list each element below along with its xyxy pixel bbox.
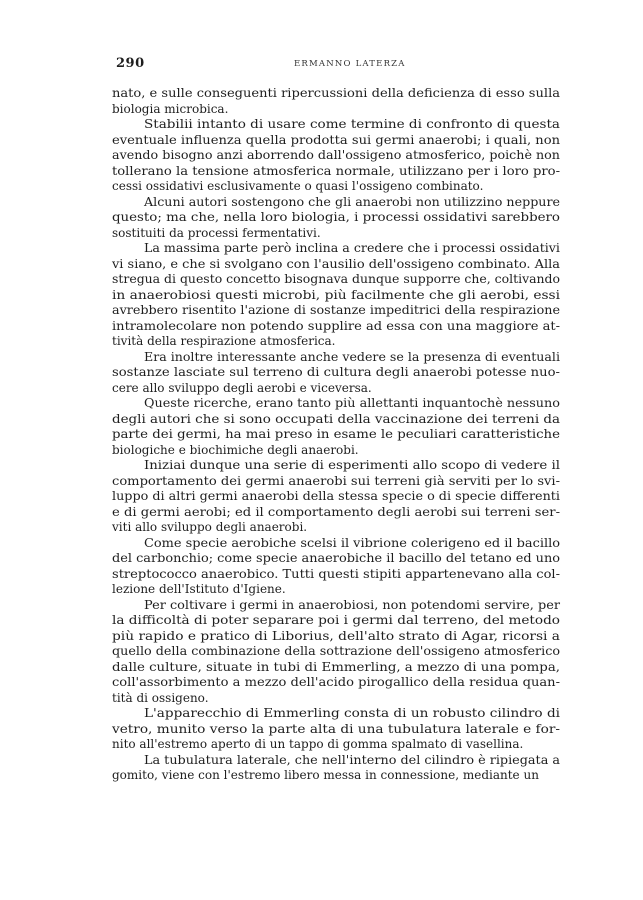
text-line	[112, 737, 560, 753]
text-line	[112, 210, 560, 226]
text-line	[112, 660, 560, 676]
line-text: dalle culture, situate in tubi di Emmerling, a mezzo di una pompa,	[112, 659, 560, 674]
text-line	[112, 443, 560, 459]
text-line	[112, 551, 560, 567]
text-line	[112, 613, 560, 629]
line-text: avendo bisogno anzi aborrendo dall'ossigeno atmosferico, poichè non	[112, 148, 560, 162]
text-line	[112, 272, 560, 288]
text-line	[112, 474, 560, 490]
text-line	[112, 303, 560, 319]
text-line	[112, 133, 560, 149]
line-text: nato, e sulle conseguenti ripercussioni della deficienza di esso sulla	[112, 86, 561, 100]
line-text: viti allo sviluppo degli anaerobi.	[112, 520, 308, 534]
line-text: Alcuni autori sostengono che gli anaerobi non utilizzino neppure	[144, 194, 561, 209]
text-line	[112, 675, 560, 691]
line-text: biologia microbica.	[112, 101, 229, 116]
line-text: streptococco anaerobico. Tutti questi stipiti appartenevano alla col-	[112, 566, 561, 581]
line-text: degli autori che si sono occupati della vaccinazione dei terreni da	[112, 411, 561, 426]
text-line	[112, 505, 560, 521]
text-line	[112, 164, 560, 180]
line-text: Iniziai dunque una serie di esperimenti allo scopo di vedere il	[144, 458, 560, 472]
line-text: questo; ma che, nella loro biologia, i processi ossidativi sarebbero	[112, 210, 560, 224]
text-line	[112, 489, 560, 505]
line-text: comportamento dei germi anaerobi sui terreni già serviti per lo svi-	[112, 473, 561, 488]
paragraph-first-line	[112, 753, 560, 769]
text-line	[112, 412, 560, 428]
text-line	[112, 629, 560, 645]
text-line	[112, 148, 560, 164]
line-text: del carbonchio; come specie anaerobiche il bacillo del tetano ed uno	[112, 551, 561, 565]
text-line	[112, 257, 560, 273]
text-line	[112, 644, 560, 660]
line-text: cere allo sviluppo degli aerobi e viceversa.	[112, 380, 372, 395]
line-text: in anaerobiosi questi microbi, più facilmente che gli aerobi, essi	[112, 287, 561, 302]
text-line	[112, 102, 560, 118]
paragraph-first-line	[112, 458, 560, 474]
text-line	[112, 520, 560, 536]
line-text: cessi ossidativi esclusivamente o quasi l'ossigeno combinato.	[112, 179, 484, 193]
line-text: più rapido e pratico di Liborius, dell'alto strato di Agar, ricorsi a	[112, 628, 561, 643]
paragraph-first-line	[112, 241, 560, 257]
line-text: quello della combinazione della sottrazione dell'ossigeno atmosferico	[112, 644, 560, 658]
text-line	[112, 319, 560, 335]
body-text	[112, 86, 560, 784]
line-text: La tubulatura laterale, che nell'interno del cilindro è ripiegata a	[144, 752, 561, 767]
line-text: gomito, viene con l'estremo libero messa in connessione, mediante un	[112, 768, 539, 782]
line-text: vi siano, e che si svolgano con l'ausilio dell'ossigeno combinato. Alla	[112, 256, 560, 271]
paragraph-first-line	[112, 195, 560, 211]
page-header	[108, 56, 560, 74]
text-line	[112, 365, 560, 381]
line-text: La massima parte però inclina a credere che i processi ossidativi	[144, 241, 560, 255]
line-text: lezione dell'Istituto d'Igiene.	[112, 582, 286, 596]
text-line	[112, 768, 560, 784]
line-text: L'apparecchio di Emmerling consta di un robusto cilindro di	[144, 706, 561, 720]
line-text: sostanze lasciate sul terreno di cultura degli anaerobi potesse nuo-	[112, 365, 560, 379]
line-text: e di germi aerobi; ed il comportamento degli aerobi sui terreni ser-	[112, 504, 561, 519]
text-line	[112, 691, 560, 707]
paragraph-first-line	[112, 536, 560, 552]
line-text: Queste ricerche, erano tanto più allettanti inquantochè nessuno	[144, 396, 560, 410]
paragraph-first-line	[112, 117, 560, 133]
paragraph-first-line	[112, 350, 560, 366]
text-line	[112, 427, 560, 443]
text-line	[112, 567, 560, 583]
text-line	[112, 179, 560, 195]
text-line	[112, 722, 560, 738]
running-head: ERMANNO LATERZA	[294, 59, 406, 69]
text-line	[112, 334, 560, 350]
line-text: Era inoltre interessante anche vedere se la presenza di eventuali	[144, 349, 560, 364]
line-text: nito all'estremo aperto di un tappo di gomma spalmato di vasellina.	[112, 737, 524, 751]
line-text: parte dei germi, ha mai preso in esame le peculiari caratteristiche	[112, 427, 560, 441]
paragraph-first-line	[112, 598, 560, 614]
page-number: 290	[116, 56, 145, 71]
text-line	[112, 381, 560, 397]
line-text: eventuale influenza quella prodotta sui germi anaerobi; i quali, non	[112, 132, 561, 147]
text-line	[112, 226, 560, 242]
text-line	[112, 86, 560, 102]
text-line	[112, 582, 560, 598]
line-text: luppo di altri germi anaerobi della stessa specie o di specie differenti	[112, 489, 560, 503]
text-line	[112, 288, 560, 304]
line-text: stregua di questo concetto bisognava dunque supporre che, coltivando	[112, 272, 561, 286]
line-text: tività della respirazione atmosferica.	[112, 334, 336, 348]
line-text: coll'assorbimento a mezzo dell'acido pirogallico della residua quan-	[112, 675, 561, 689]
paragraph-first-line	[112, 396, 560, 412]
paragraph-first-line	[112, 706, 560, 722]
line-text: avrebbero risentito l'azione di sostanze impeditrici della respirazione	[112, 303, 561, 317]
line-text: vetro, munito verso la parte alta di una tubulatura laterale e for-	[112, 721, 560, 736]
line-text: la difficoltà di poter separare poi i germi dal terreno, del metodo	[112, 613, 561, 627]
line-text: Stabilii intanto di usare come termine di confronto di questa	[144, 117, 560, 131]
line-text: Per coltivare i germi in anaerobiosi, non potendomi servire, per	[144, 597, 560, 612]
line-text: sostituiti da processi fermentativi.	[112, 225, 321, 240]
line-text: tollerano la tensione atmosferica normale, utilizzano per i loro pro-	[112, 163, 561, 178]
line-text: Come specie aerobiche scelsi il vibrione colerigeno ed il bacillo	[144, 535, 561, 550]
line-text: tità di ossigeno.	[112, 690, 209, 705]
line-text: intramolecolare non potendo supplire ad essa con una maggiore at-	[112, 318, 560, 333]
line-text: biologiche e biochimiche degli anaerobi.	[112, 442, 359, 457]
